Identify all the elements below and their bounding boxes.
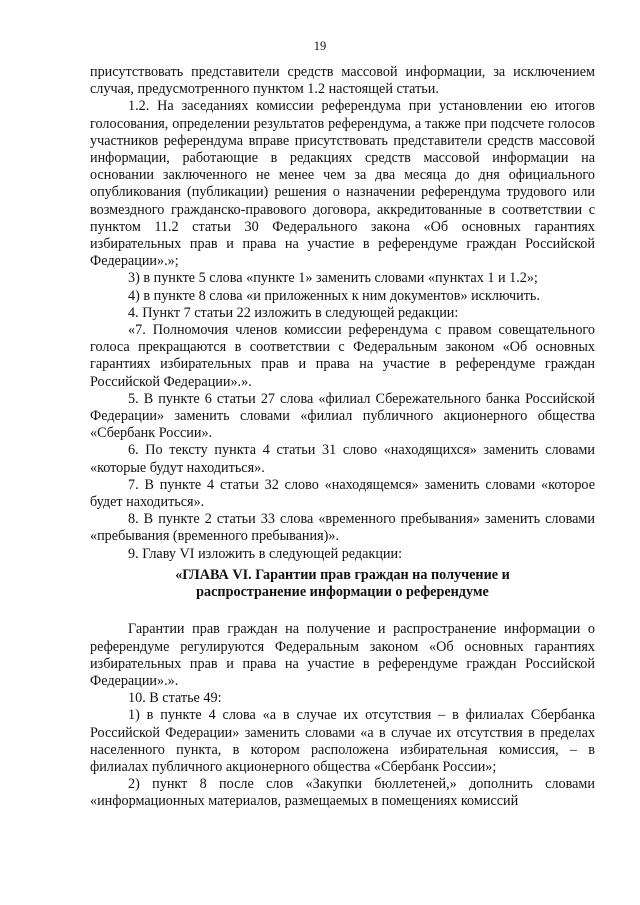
paragraph-quote-7: «7. Полномочия членов комиссии референдума с правом совещательного голоса прекращаются в соответствии с Федеральным законом «Об основных гарантиях избирательных прав и права на участие в референдуме граждан Российской Федерации».». <box>90 322 595 390</box>
paragraph-item-3: 3) в пункте 5 слова «пункте 1» заменить словами «пунктах 1 и 1.2»; <box>128 270 538 287</box>
paragraph-point-4: 4. Пункт 7 статьи 22 изложить в следующей редакции: <box>128 304 459 321</box>
document-body <box>90 64 595 811</box>
paragraph-point-10: 10. В статье 49: <box>128 690 222 707</box>
paragraph-point-5: 5. В пункте 6 статьи 27 слова «филиал Сбережательного банка Российской Федерации» заменить словами «филиал публичного акционерного общества «Сбербанк России». <box>90 390 595 442</box>
chapter-title-line-2: распространение информации о референдуме <box>196 584 489 601</box>
paragraph-continuation: присутствовать представители средств массовой информации, за исключением случая, предусмотренного пунктом 1.2 настоящей статьи. <box>90 64 595 98</box>
chapter-title <box>90 567 595 601</box>
paragraph-point-8: 8. В пункте 2 статьи 33 слова «временного пребывания» заменить словами «пребывания (временного пребывания)». <box>90 511 595 545</box>
chapter-title-line-1: «ГЛАВА VI. Гарантии прав граждан на получение и <box>175 566 510 583</box>
paragraph-point-6: 6. По тексту пункта 4 статьи 31 слово «находящихся» заменить словами «которые будут находиться». <box>90 442 595 476</box>
paragraph-subitem-2: 2) пункт 8 после слов «Закупки бюллетеней,» дополнить словами «информационных материалов, размещаемых в помещениях комиссий <box>90 776 595 810</box>
paragraph-item-4: 4) в пункте 8 слова «и приложенных к ним документов» исключить. <box>128 287 540 304</box>
paragraph-chapter-body: Гарантии прав граждан на получение и распространение информации о референдуме регулируются Федеральным законом «Об основных гарантиях избирательных прав и права на участие в референдуме граждан Российской Федерации».». <box>90 621 595 689</box>
paragraph-point-7: 7. В пункте 4 статьи 32 слово «находящемся» заменить словами «которое будет находиться». <box>90 476 595 511</box>
page-number: 19 <box>313 39 327 53</box>
paragraph-subitem-1: 1) в пункте 4 слова «а в случае их отсутствия – в филиалах Сбербанка Российской Федерации» заменить словами «а в случае их отсутствия в пределах населенного пункта, в котором расположена избирательная комиссия, – в филиалах публичного акционерного общества «Сбербанк России»; <box>90 707 595 775</box>
paragraph-point-9: 9. Главу VI изложить в следующей редакции: <box>128 545 403 562</box>
paragraph-1-2: 1.2. На заседаниях комиссии референдума при установлении ею итогов голосования, определении результатов референдума, а также при подсчете голосов участников референдума вправе присутствовать представители средств массовой информации, работающие в редакциях средств массовой информации на основании заключенного не менее чем за два месяца до дня официального опубликования (публикации) решения о назначении референдума трудового или возмездного гражданско-правового договора, аккредитованные в соответствии с пунктом 11.2 статьи 30 Федерального закона «Об основных гарантиях избирательных прав и права на участие в референдуме граждан Российской Федерации».»; <box>90 98 595 270</box>
spacer <box>90 601 595 621</box>
